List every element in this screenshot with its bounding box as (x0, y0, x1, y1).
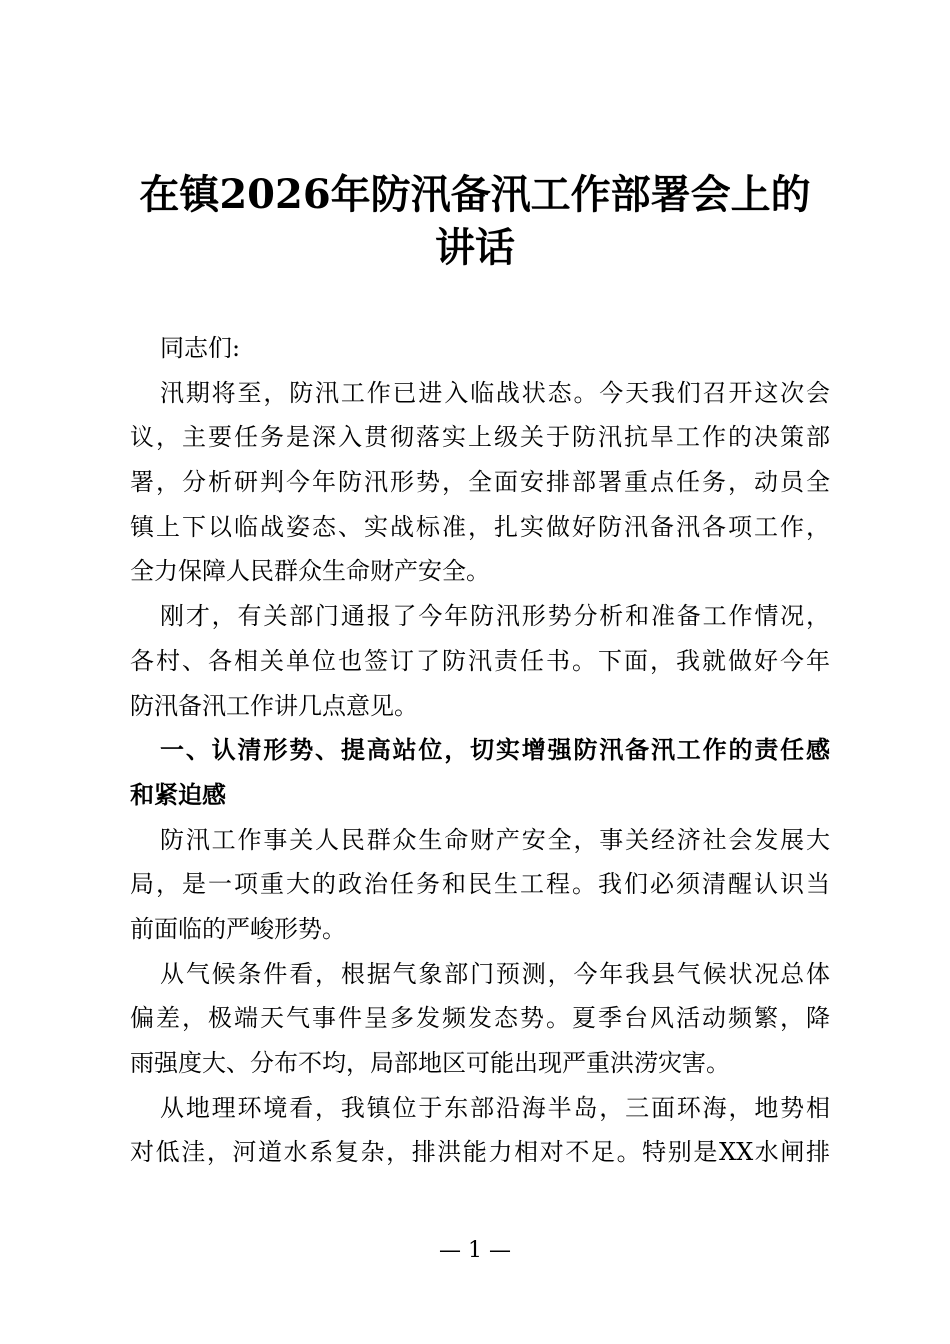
paragraph (130, 326, 830, 371)
text-line: 防汛工作事关人民群众生命财产安全，事关经济社会发展大 (160, 825, 830, 854)
text-line: 同志们: (160, 334, 241, 362)
document-body (130, 326, 830, 1175)
text-line: 雨强度大、分布不均，局部地区可能出现严重洪涝灾害。 (130, 1049, 730, 1077)
paragraph (130, 594, 830, 728)
text-line: 议，主要任务是深入贯彻落实上级关于防汛抗旱工作的决策部 (130, 423, 830, 452)
document-title-line-1: 在镇2026年防汛备汛工作部署会上的 (139, 171, 811, 218)
text-line: 各村、各相关单位也签订了防汛责任书。下面，我就做好今年 (130, 646, 830, 675)
text-line: 刚才，有关部门通报了今年防汛形势分析和准备工作情况， (160, 602, 830, 631)
text-line: 镇上下以临战姿态、实战标准，扎实做好防汛备汛各项工作， (130, 512, 830, 541)
text-line: 从气候条件看，根据气象部门预测，今年我县气候状况总体 (160, 959, 830, 988)
text-line: 偏差，极端天气事件呈多发频发态势。夏季台风活动频繁，降 (130, 1004, 830, 1033)
text-line: 全力保障人民群众生命财产安全。 (130, 557, 490, 586)
text-line: 对低洼，河道水系复杂，排洪能力相对不足。特别是XX水闸排 (130, 1138, 830, 1167)
text-line: 一、认清形势、提高站位，切实增强防汛备汛工作的责任感 (160, 735, 830, 765)
paragraph (130, 1086, 830, 1175)
text-line: 防汛备汛工作讲几点意见。 (130, 691, 418, 720)
text-line: 和紧迫感 (130, 779, 226, 809)
paragraph (130, 818, 830, 952)
text-line: 汛期将至，防汛工作已进入临战状态。今天我们召开这次会 (160, 378, 830, 407)
section-heading (130, 728, 830, 817)
page-number: — 1 — (439, 1238, 511, 1263)
paragraph (130, 371, 830, 594)
text-line: 局，是一项重大的政治任务和民生工程。我们必须清醒认识当 (130, 870, 830, 899)
document-title-line-2: 讲话 (435, 224, 515, 271)
text-line: 从地理环境看，我镇位于东部沿海半岛，三面环海，地势相 (160, 1093, 830, 1122)
paragraph (130, 952, 830, 1086)
text-line: 署，分析研判今年防汛形势，全面安排部署重点任务，动员全 (130, 468, 830, 497)
text-line: 前面临的严峻形势。 (130, 914, 346, 943)
